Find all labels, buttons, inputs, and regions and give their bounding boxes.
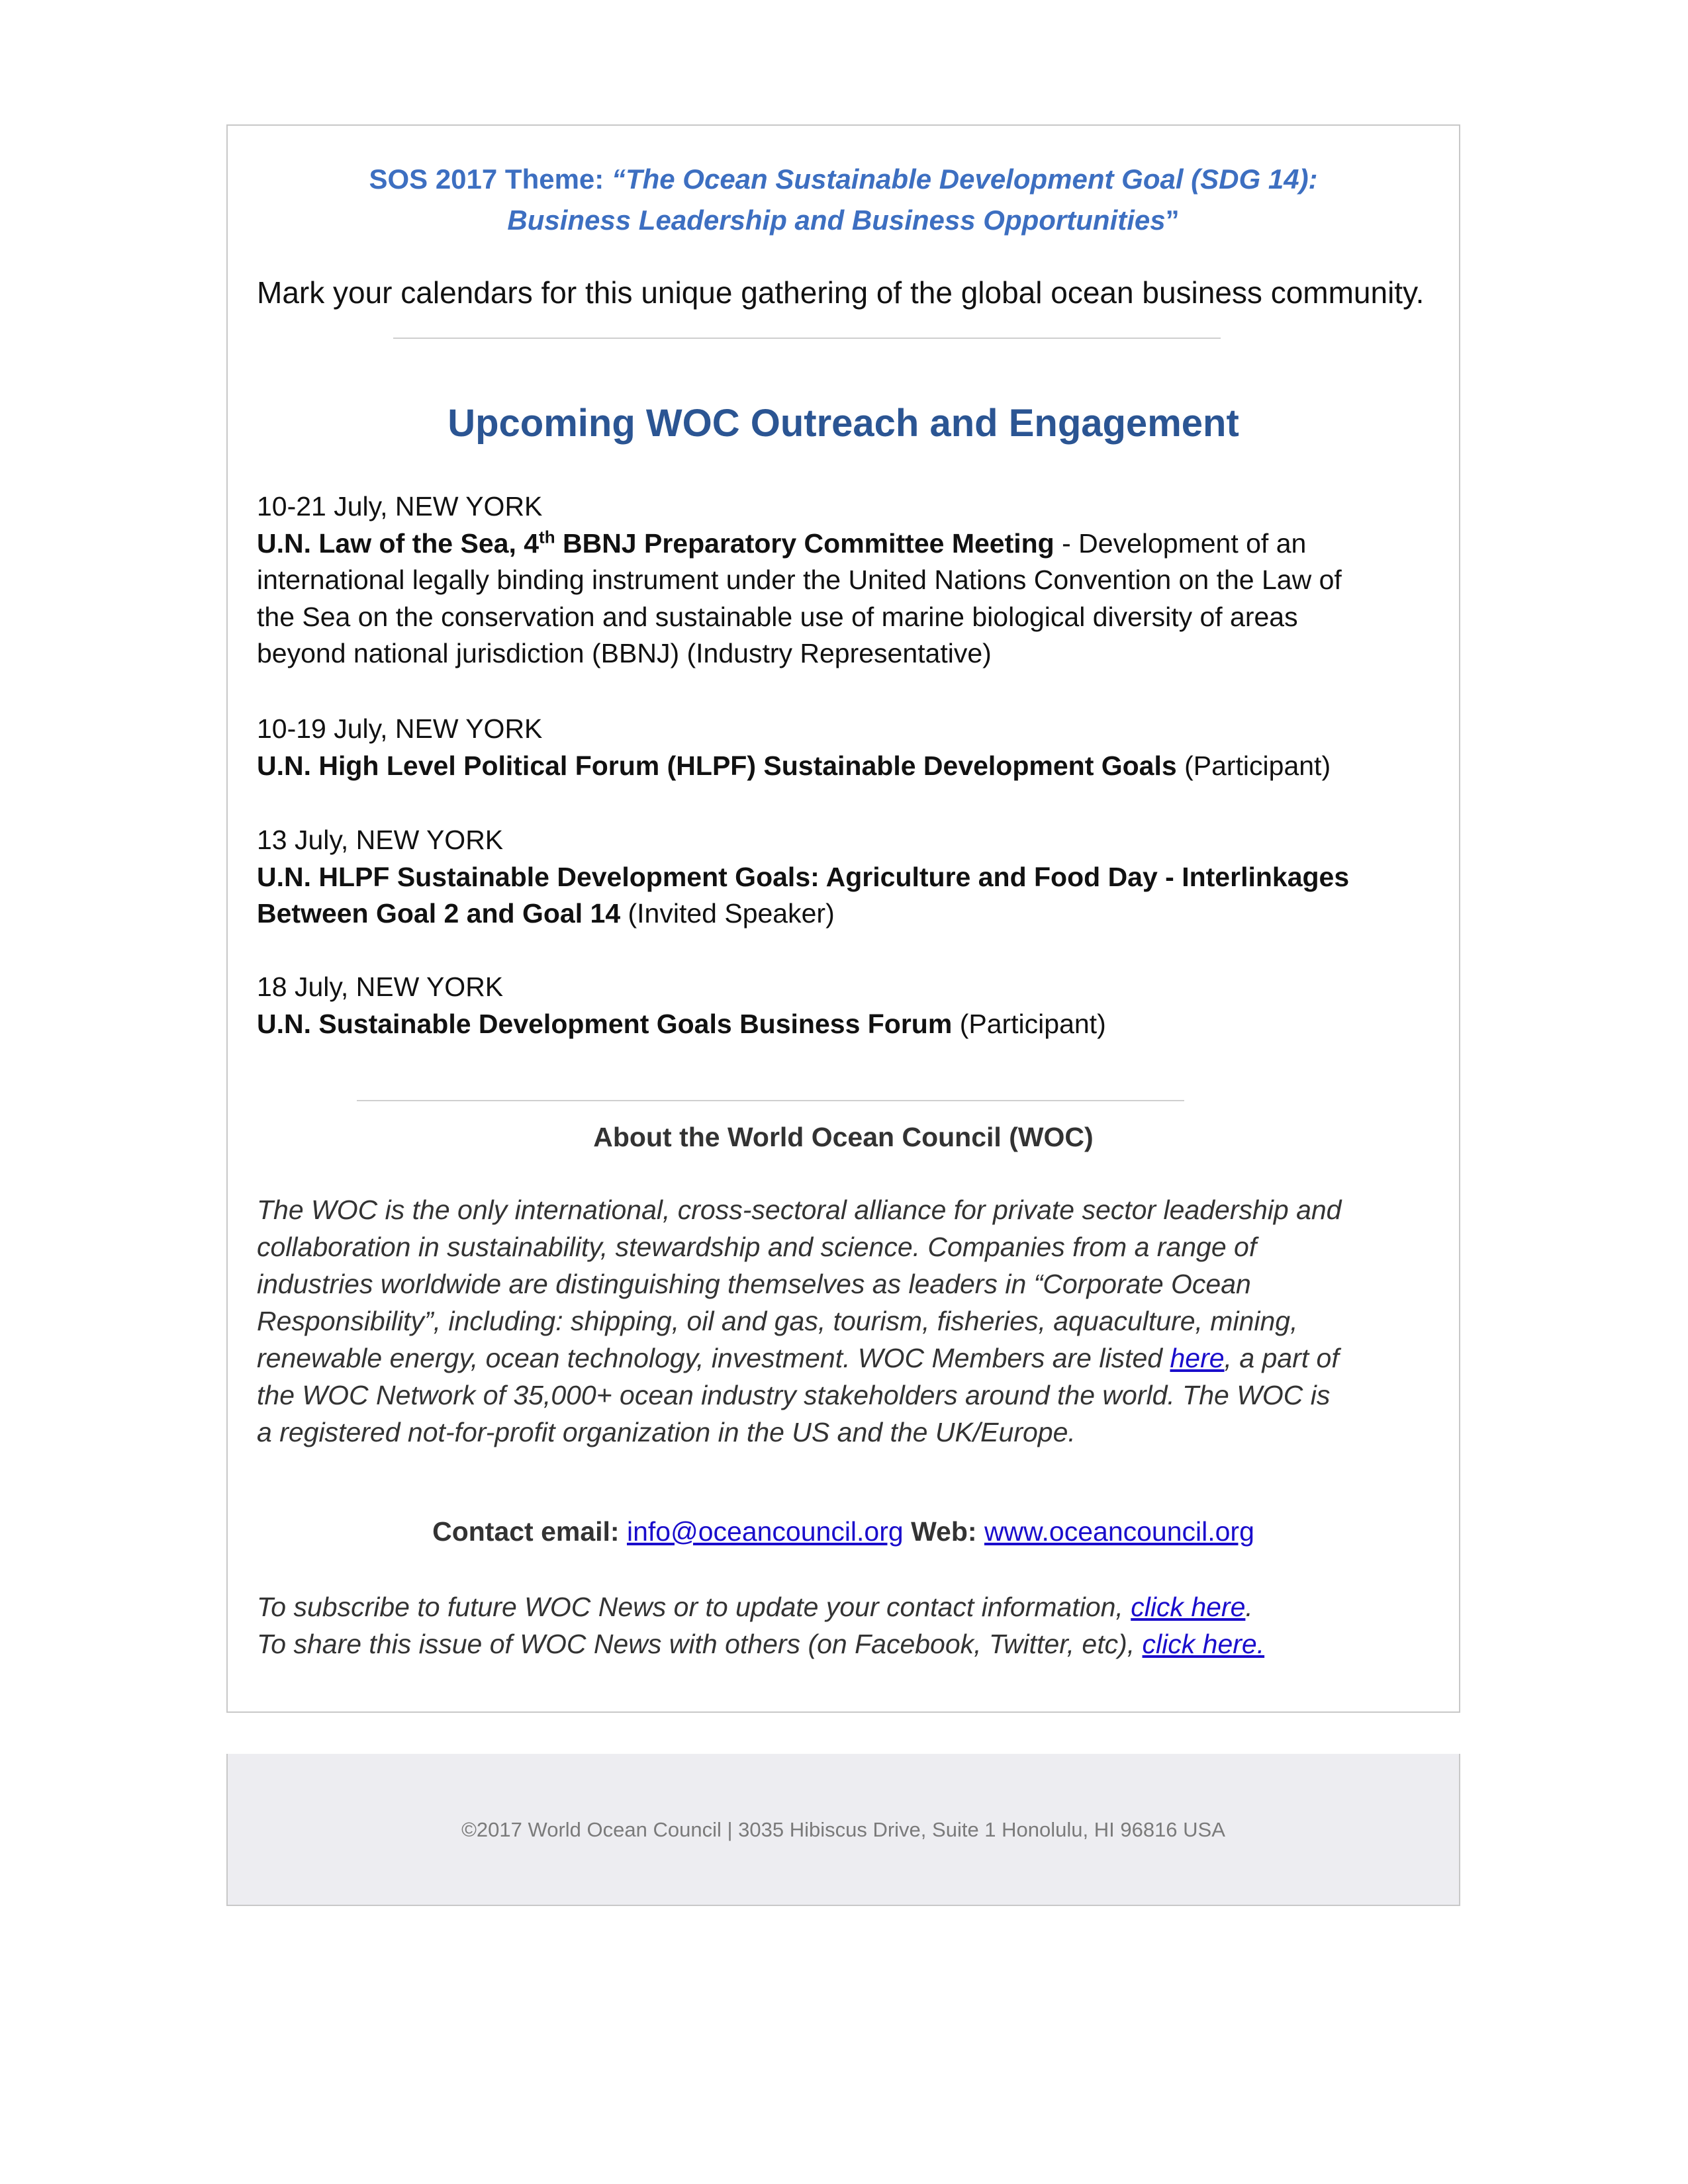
- theme-prefix: SOS 2017 Theme:: [369, 163, 612, 195]
- subscribe-text: To subscribe to future WOC News or to update your contact information,: [257, 1592, 1131, 1622]
- event-title: U.N. HLPF Sustainable Development Goals: Agriculture and Food Day - Interlinkages Between Goal 2 and Goal 14: [257, 861, 1350, 929]
- contact-line: [228, 1513, 1459, 1550]
- event-title-part: BBNJ Preparatory Committee Meeting: [555, 527, 1055, 559]
- divider-top: [393, 338, 1221, 339]
- section-title: Upcoming WOC Outreach and Engagement: [447, 402, 1239, 445]
- event-item: [257, 488, 1356, 672]
- website-link[interactable]: www.oceancouncil.org: [984, 1516, 1254, 1547]
- event-role: (Invited Speaker): [620, 898, 835, 929]
- contact-email-link[interactable]: info@oceancouncil.org: [626, 1516, 904, 1547]
- event-date: 18 July, NEW YORK: [257, 972, 504, 1002]
- event-title: U.N. High Level Political Forum (HLPF) Sustainable Development Goals: [257, 750, 1177, 781]
- event-date: 10-21 July, NEW YORK: [257, 491, 543, 522]
- subscribe-period: .: [1245, 1592, 1253, 1622]
- theme-line-2: [228, 200, 1459, 241]
- event-role: (Participant): [1176, 750, 1331, 781]
- web-label: Web:: [903, 1516, 984, 1547]
- about-title: About the World Ocean Council (WOC): [593, 1122, 1094, 1152]
- contact-email-label: Contact email:: [432, 1516, 627, 1547]
- about-paragraph: [257, 1191, 1342, 1451]
- event-title-part: U.N. Law of the Sea, 4: [257, 527, 539, 559]
- event-title-superscript: th: [539, 526, 555, 547]
- event-date: 10-19 July, NEW YORK: [257, 713, 543, 744]
- event-item: [257, 711, 1446, 784]
- sos-theme-heading: [228, 159, 1459, 241]
- newsletter-card: [226, 124, 1460, 1713]
- event-date: 13 July, NEW YORK: [257, 825, 504, 855]
- mark-calendar-text: Mark your calendars for this unique gathering of the global ocean business community.: [257, 275, 1425, 310]
- event-title: U.N. Sustainable Development Goals Business Forum: [257, 1008, 953, 1039]
- theme-line-1: [228, 159, 1459, 200]
- subscribe-click-here-link[interactable]: click here: [1131, 1592, 1246, 1622]
- event-item: [257, 969, 1446, 1042]
- share-text: To share this issue of WOC News with others (on Facebook, Twitter, etc),: [257, 1629, 1143, 1659]
- event-title: [257, 528, 1055, 559]
- members-here-link[interactable]: here: [1170, 1343, 1225, 1373]
- theme-close-quote: ”: [1165, 205, 1180, 236]
- theme-title-line-2: Business Leadership and Business Opportunities: [507, 205, 1166, 236]
- event-item: [257, 822, 1446, 933]
- about-text: The WOC is the only international, cross-sectoral alliance for private sector leadership and collaboration in sustainability, stewardship and science. Companies from a range of industries worldwide are distinguishing themselves as leaders in “Corporate Ocean Responsibility”, including: shipping, oil and gas, tourism, fisheries, aquaculture, mining, renewable energy, ocean technology, investment. WOC Members are listed: [257, 1195, 1342, 1373]
- theme-title-line-1: “The Ocean Sustainable Development Goal (SDG 14):: [611, 163, 1318, 195]
- footer-address: ©2017 World Ocean Council | 3035 Hibiscus Drive, Suite 1 Honolulu, HI 96816 USA: [461, 1818, 1225, 1841]
- subscribe-line: [257, 1588, 1382, 1625]
- subscribe-block: [257, 1588, 1382, 1662]
- event-role: (Participant): [952, 1008, 1106, 1039]
- footer: [226, 1754, 1460, 1906]
- divider-about: [357, 1100, 1184, 1101]
- share-click-here-link[interactable]: click here.: [1142, 1629, 1265, 1659]
- about-text-end: , a part of the WOC Network of 35,000+ ocean industry stakeholders around the world. The WOC is a registered not-for-profit organization in the US and the UK/Europe.: [257, 1343, 1339, 1447]
- share-line: [257, 1625, 1382, 1662]
- event-description: - Development of an international legally binding instrument under the United Nations Convention on the Law of the Sea on the conservation and sustainable use of marine biological diversity of areas beyond national jurisdiction (BBNJ) (Industry Representative): [257, 527, 1342, 668]
